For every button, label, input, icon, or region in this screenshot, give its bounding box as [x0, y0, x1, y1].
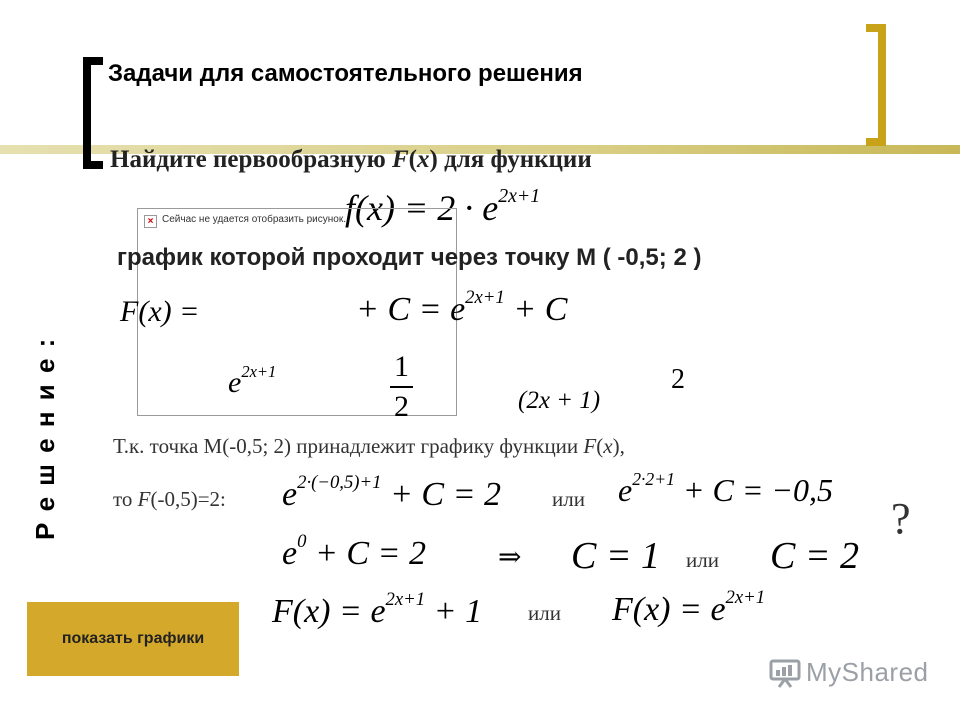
task-F: F — [391, 146, 409, 173]
final-answer-1: $F(x) = e^{2x+1} + 1$ — [272, 589, 483, 630]
task-x: x — [417, 146, 430, 173]
left-bracket — [83, 57, 103, 169]
final-answer-2: $F(x) = e^{2x+1}$ — [612, 587, 766, 628]
show-graphs-button[interactable] — [27, 602, 239, 676]
broken-image-icon: × — [144, 215, 157, 228]
one-half-fraction: $\frac{1}{2}$ — [390, 352, 413, 422]
condition-text: график которой проходит через точку М ( -0,5; 2 ) — [117, 244, 702, 271]
watermark — [768, 657, 929, 688]
two-term: 2 — [671, 364, 685, 395]
function-formula: $f(x) = 2 \cdot e^{2x+1}$ — [345, 185, 541, 228]
since-text: Т.к. точка М(-0,5; 2) принадлежит графику функции F(x), — [113, 434, 625, 458]
watermark-text: MyShared — [806, 657, 929, 687]
show-graphs-button-label: показать графики — [61, 630, 205, 647]
or-label-3: или — [528, 601, 561, 625]
slide-title: Задачи для самостоятельного решения — [108, 60, 583, 87]
then-text: то F(-0,5)=2: — [113, 487, 226, 511]
equation-1: $e^{2\cdot(-0,5)+1} + C = 2$ — [282, 472, 502, 513]
broken-image-text: Сейчас не удается отобразить рисунок. — [162, 214, 346, 225]
question-mark: ? — [891, 494, 911, 543]
presentation-icon — [768, 658, 802, 688]
equation-3: $e^0 + C = 2$ — [282, 531, 427, 572]
right-bracket — [866, 24, 886, 146]
task-suffix: для функции — [437, 146, 592, 173]
implies-arrow: ⇒ — [498, 542, 522, 573]
equation-2: $e^{2\cdot 2+1} + C = -0,5$ — [618, 469, 833, 508]
or-label-2: или — [686, 548, 719, 572]
F-result: + $C = e^{2x+1} + C$ — [356, 287, 568, 328]
solution-side-label: Р е ш е н и е : — [30, 336, 60, 540]
c-equals-1: C = 1 — [571, 535, 660, 577]
F-lhs: F(x) = — [120, 295, 200, 328]
c-equals-2: C = 2 — [770, 535, 859, 577]
task-statement: Найдите первообразную F(x) для функции — [110, 146, 592, 173]
e-power-term: $e^{2x+1}$ — [228, 362, 277, 399]
task-prefix: Найдите первообразную — [110, 146, 392, 173]
or-label-1: или — [552, 487, 585, 511]
inner-derivative-term: (2x + 1) — [518, 387, 601, 414]
